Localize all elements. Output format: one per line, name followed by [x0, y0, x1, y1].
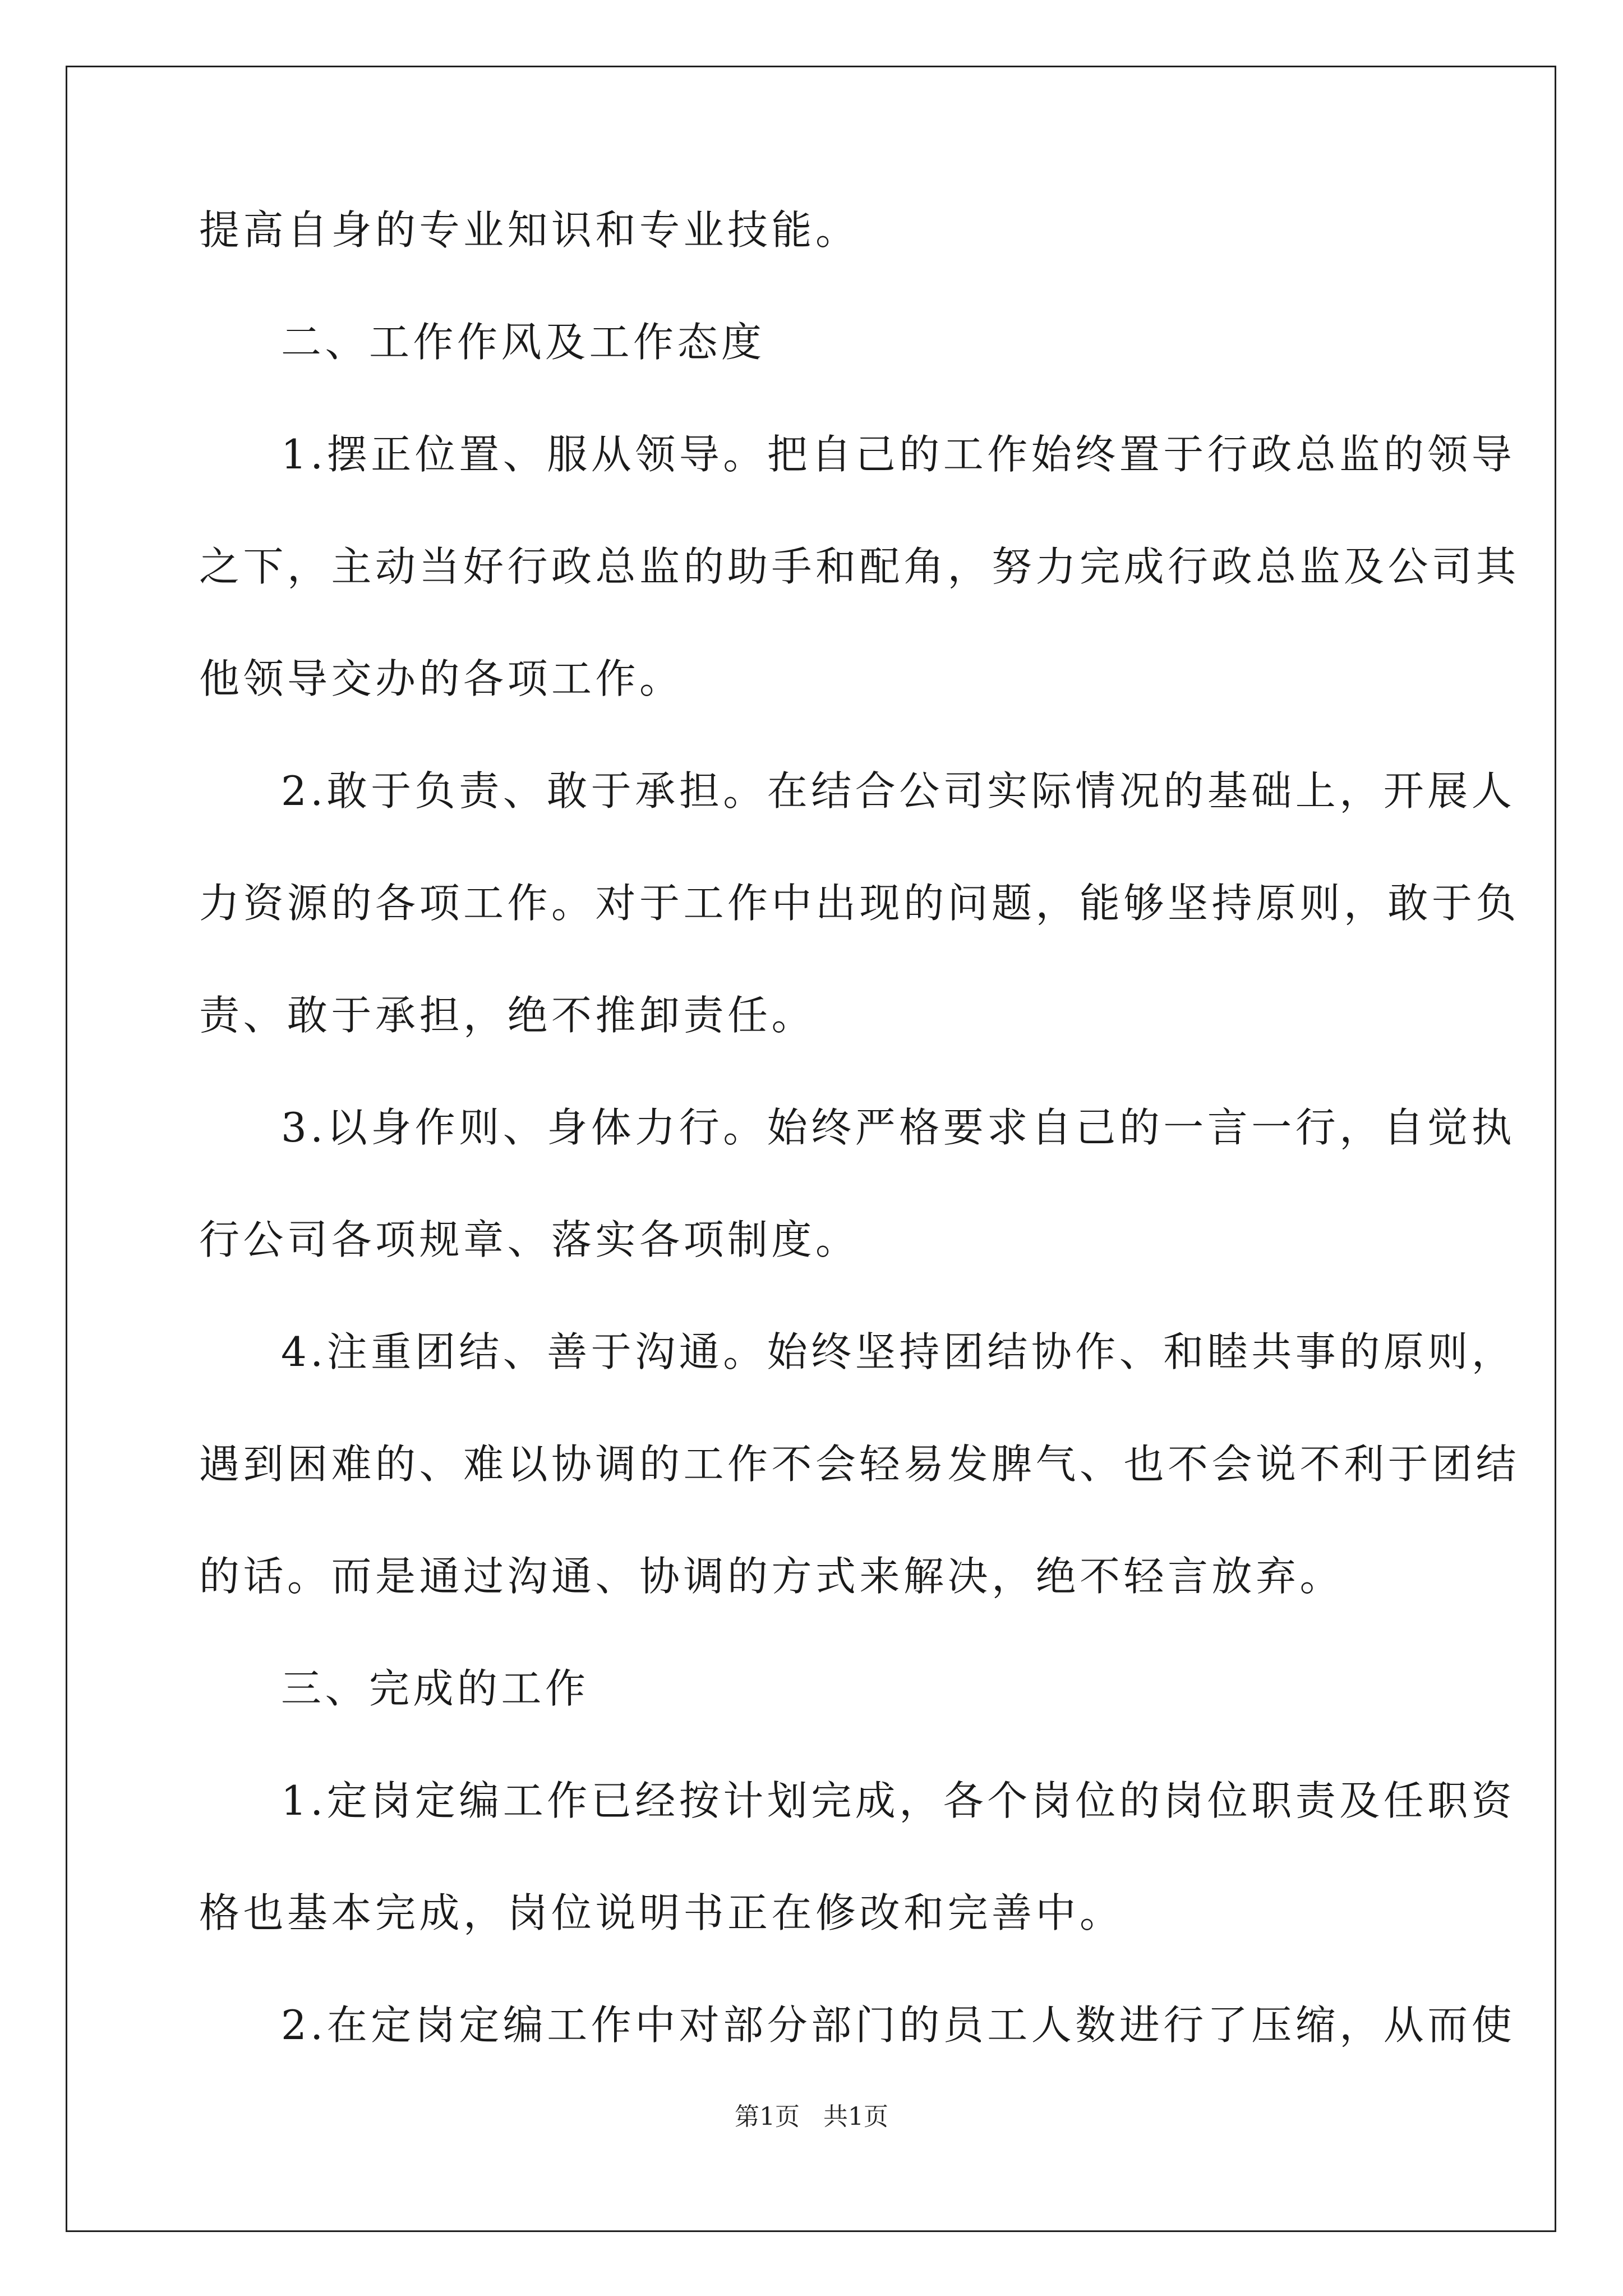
- text-line: 之下，主动当好行政总监的助手和配角，努力完成行政总监及公司其: [199, 543, 1520, 590]
- page-footer: [0, 2100, 1623, 2134]
- text-line: 1.摆正位置、服从领导。把自己的工作始终置于行政总监的领导: [281, 431, 1516, 478]
- text-line: 4.注重团结、善于沟通。始终坚持团结协作、和睦共事的原则，: [281, 1328, 1516, 1375]
- text-line: 2.在定岗定编工作中对部分部门的员工人数进行了压缩，从而使: [281, 2001, 1516, 2049]
- text-line: 提高自身的专业知识和专业技能。: [199, 206, 860, 254]
- text-line: 2.敢于负责、敢于承担。在结合公司实际情况的基础上，开展人: [281, 767, 1516, 815]
- text-line: 1.定岗定编工作已经按计划完成，各个岗位的岗位职责及任职资: [281, 1777, 1516, 1824]
- section-heading: 二、工作作风及工作态度: [281, 319, 766, 366]
- text-line: 的话。而是通过沟通、协调的方式来解决，绝不轻言放弃。: [199, 1553, 1344, 1600]
- page-number-current: 第1页: [735, 2102, 800, 2131]
- page-number-total: 共1页: [823, 2102, 888, 2131]
- text-line: 责、敢于承担，绝不推卸责任。: [199, 992, 816, 1039]
- text-line: 遇到困难的、难以协调的工作不会轻易发脾气、也不会说不利于团结: [199, 1441, 1520, 1488]
- text-line: 格也基本完成，岗位说明书正在修改和完善中。: [199, 1889, 1124, 1936]
- text-line: 力资源的各项工作。对于工作中出现的问题，能够坚持原则，敢于负: [199, 880, 1520, 927]
- text-line: 行公司各项规章、落实各项制度。: [199, 1216, 860, 1263]
- section-heading: 三、完成的工作: [281, 1665, 589, 1712]
- text-line: 他领导交办的各项工作。: [199, 655, 684, 702]
- text-line: 3.以身作则、身体力行。始终严格要求自己的一言一行，自觉执: [281, 1104, 1516, 1151]
